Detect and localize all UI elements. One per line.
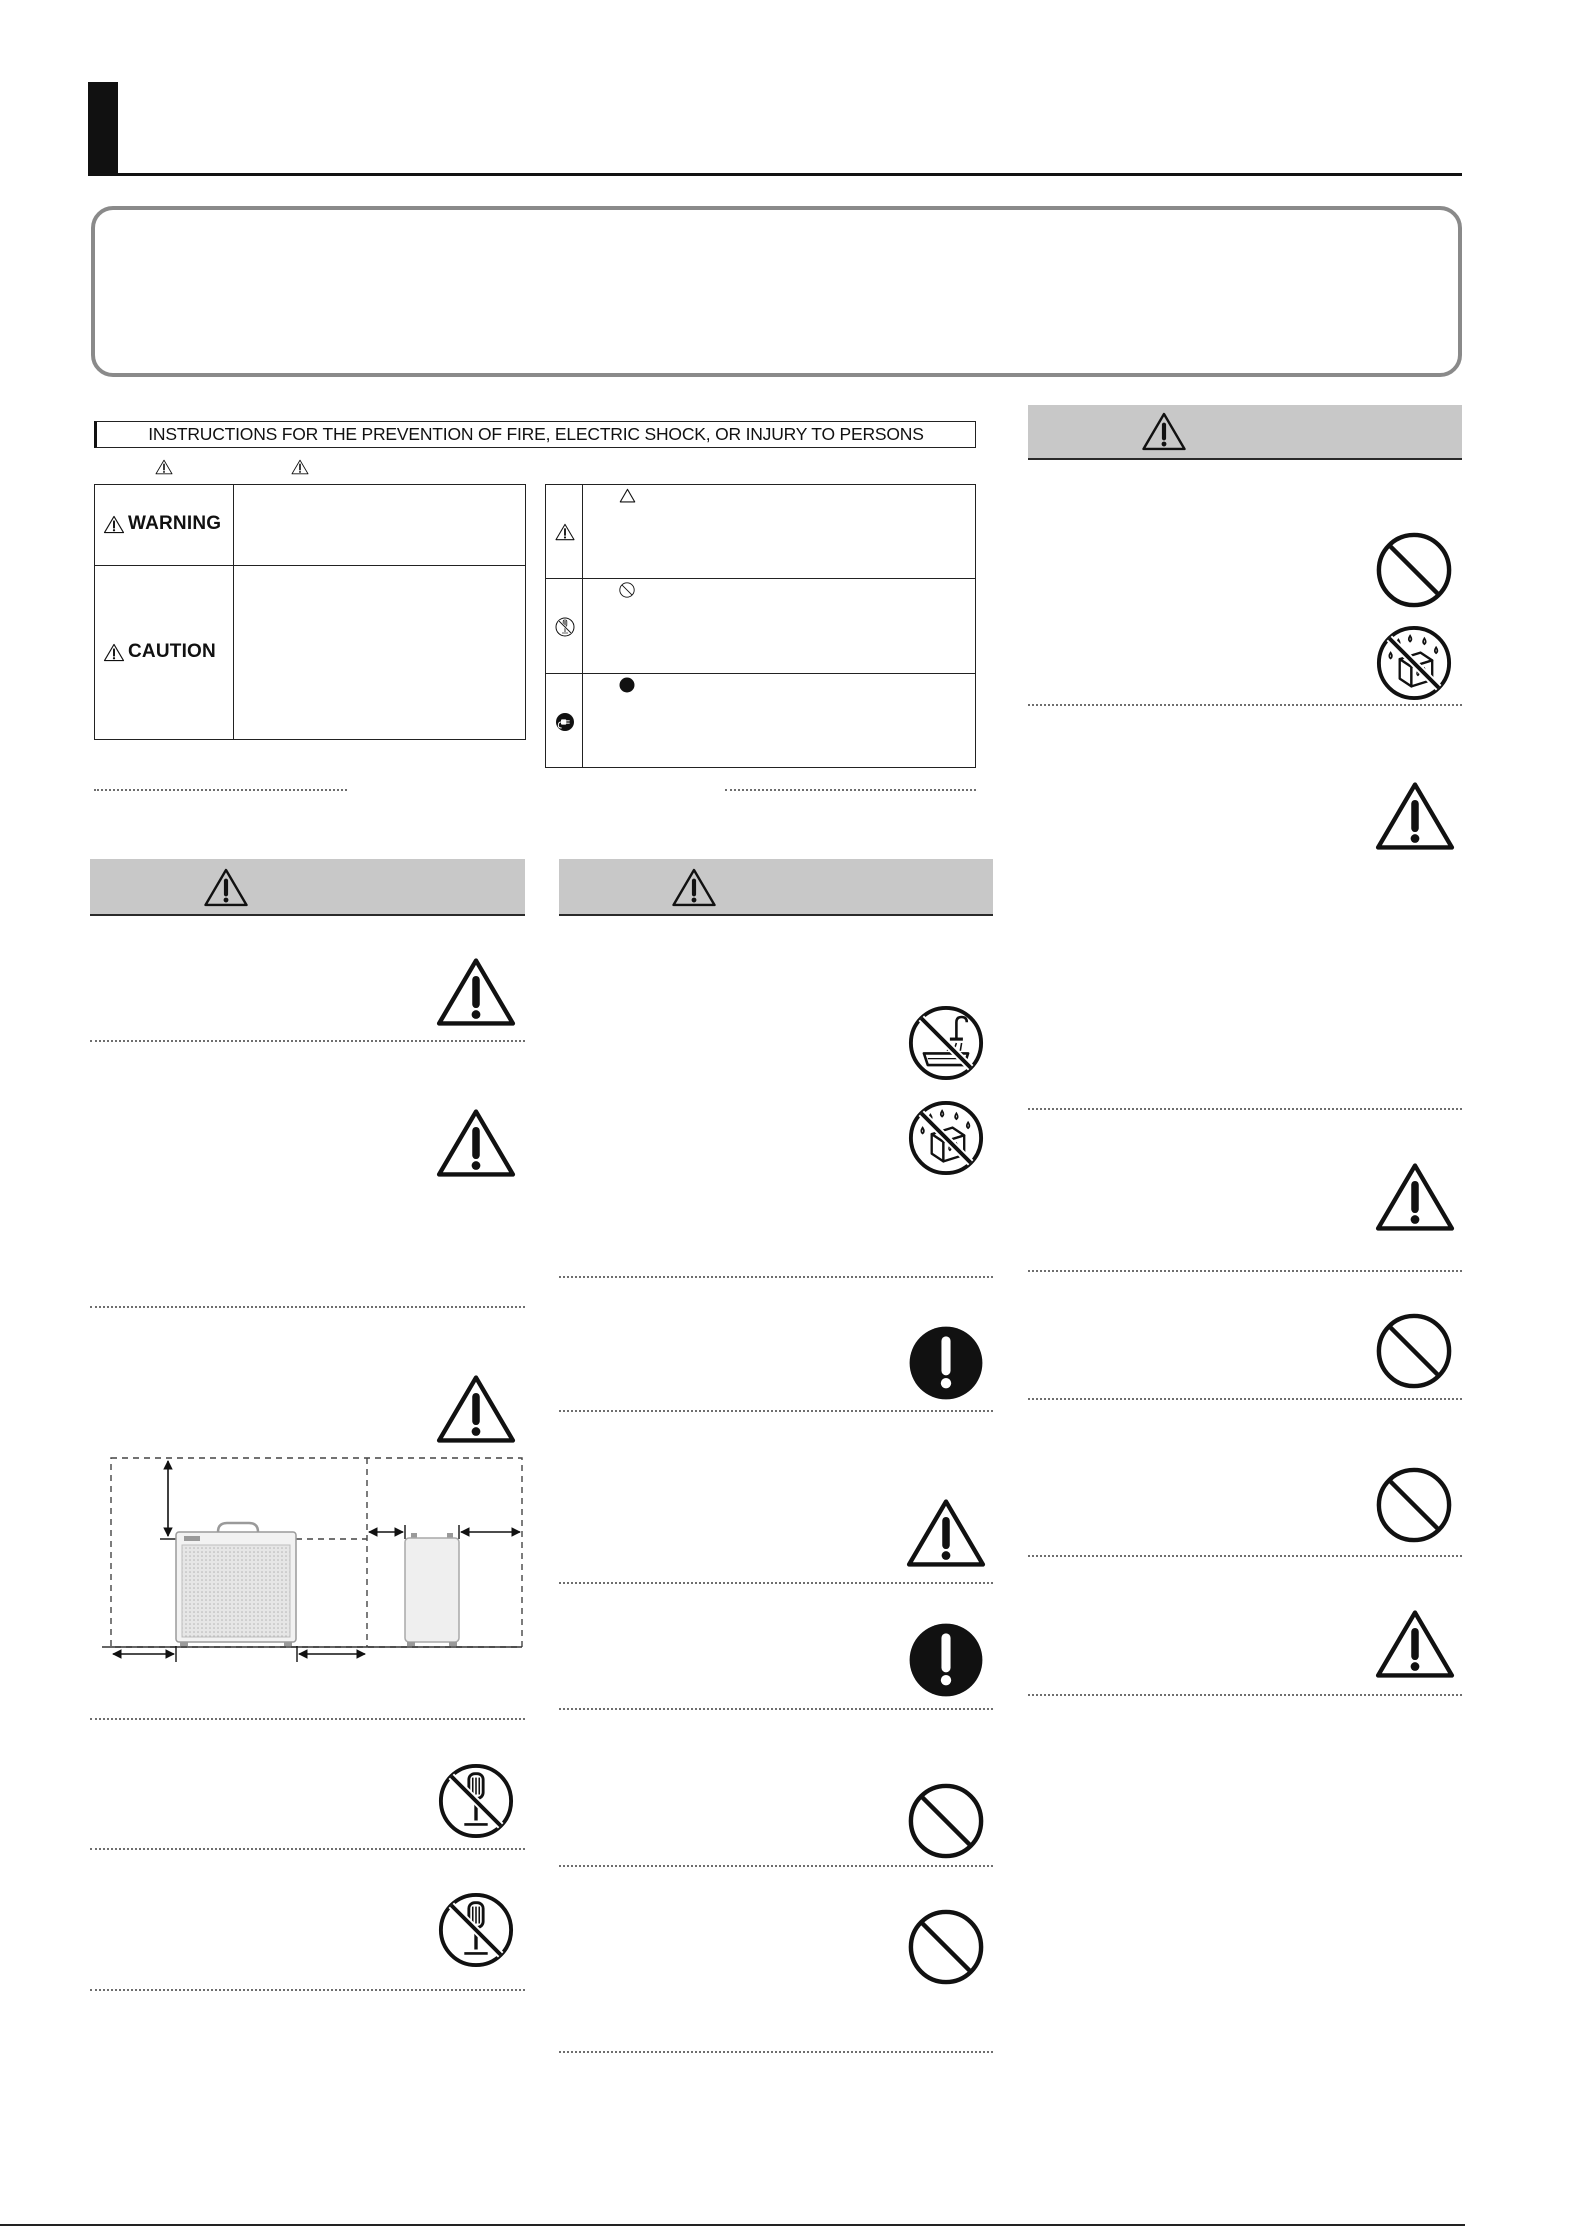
page-footer-rule xyxy=(0,2224,1465,2226)
signal-word-table xyxy=(94,484,526,740)
item-separator xyxy=(559,1410,993,1412)
title-rule xyxy=(88,173,1462,176)
prohibited-icon xyxy=(907,1908,985,1986)
warning-triangle-icon xyxy=(1374,779,1456,853)
warning-triangle-icon xyxy=(1374,1607,1456,1681)
item-separator xyxy=(1028,704,1462,706)
prohibited-icon xyxy=(1375,531,1453,609)
no-disassemble-icon xyxy=(437,1891,515,1969)
left-column-header xyxy=(90,859,525,916)
title-block xyxy=(88,82,118,176)
prohibited-icon xyxy=(1375,1312,1453,1390)
filled-circle-icon xyxy=(619,677,635,693)
item-separator xyxy=(90,1306,525,1308)
item-separator xyxy=(559,1582,993,1584)
mandatory-action-icon xyxy=(907,1324,985,1402)
item-separator xyxy=(559,1865,993,1867)
item-separator xyxy=(1028,1270,1462,1272)
prohibited-icon xyxy=(1375,1466,1453,1544)
warning-triangle-icon xyxy=(671,867,717,908)
item-separator xyxy=(90,1848,525,1850)
middle-column-header xyxy=(559,859,993,916)
caution-label: CAUTION xyxy=(128,641,216,662)
unplug-icon xyxy=(555,712,575,732)
caution-triangle-icon xyxy=(291,459,309,475)
warning-triangle-icon xyxy=(203,867,249,908)
no-disassemble-icon xyxy=(437,1762,515,1840)
instructions-banner-text: INSTRUCTIONS FOR THE PREVENTION OF FIRE, ELECTRIC SHOCK, OR INJURY TO PERSONS xyxy=(148,424,924,444)
prohibited-icon xyxy=(907,1782,985,1860)
warning-triangle-icon xyxy=(435,955,517,1029)
item-separator xyxy=(1028,1694,1462,1696)
instructions-banner xyxy=(94,421,976,448)
triangle-outline-icon xyxy=(619,488,636,503)
no-disassemble-icon xyxy=(555,617,575,637)
item-separator xyxy=(1028,1108,1462,1110)
amplifier-side-view xyxy=(405,1533,459,1646)
legend-dotted-rule xyxy=(94,789,347,791)
item-separator xyxy=(1028,1398,1462,1400)
caution-triangle-icon xyxy=(155,459,173,475)
item-separator xyxy=(559,2051,993,2053)
no-water-icon xyxy=(907,1099,985,1177)
clearance-boundary xyxy=(111,1458,522,1647)
item-separator xyxy=(559,1708,993,1710)
no-water-icon xyxy=(1375,624,1453,702)
warning-triangle-icon xyxy=(103,515,125,534)
prohibited-circle-icon xyxy=(619,582,635,598)
warning-triangle-icon xyxy=(435,1372,517,1446)
item-separator xyxy=(1028,1555,1462,1557)
no-shower-icon xyxy=(907,1004,985,1082)
legend-dotted-rule xyxy=(725,789,976,791)
warning-triangle-icon xyxy=(1374,1160,1456,1234)
caution-triangle-icon xyxy=(555,523,575,541)
amplifier-front-view xyxy=(176,1523,296,1646)
placement-clearance-diagram xyxy=(100,1450,530,1665)
right-column-header xyxy=(1028,405,1462,460)
caution-triangle-icon xyxy=(103,643,125,662)
symbol-table xyxy=(545,484,976,768)
warning-triangle-icon xyxy=(905,1496,987,1570)
warning-signal xyxy=(103,513,221,535)
item-separator xyxy=(90,1040,525,1042)
item-separator xyxy=(90,1989,525,1991)
mandatory-action-icon xyxy=(907,1621,985,1699)
item-separator xyxy=(90,1718,525,1720)
warning-label: WARNING xyxy=(128,513,222,534)
warning-triangle-icon xyxy=(435,1106,517,1180)
warning-triangle-icon xyxy=(1141,411,1187,452)
item-separator xyxy=(559,1276,993,1278)
intro-frame xyxy=(91,206,1462,377)
caution-signal xyxy=(103,641,216,663)
